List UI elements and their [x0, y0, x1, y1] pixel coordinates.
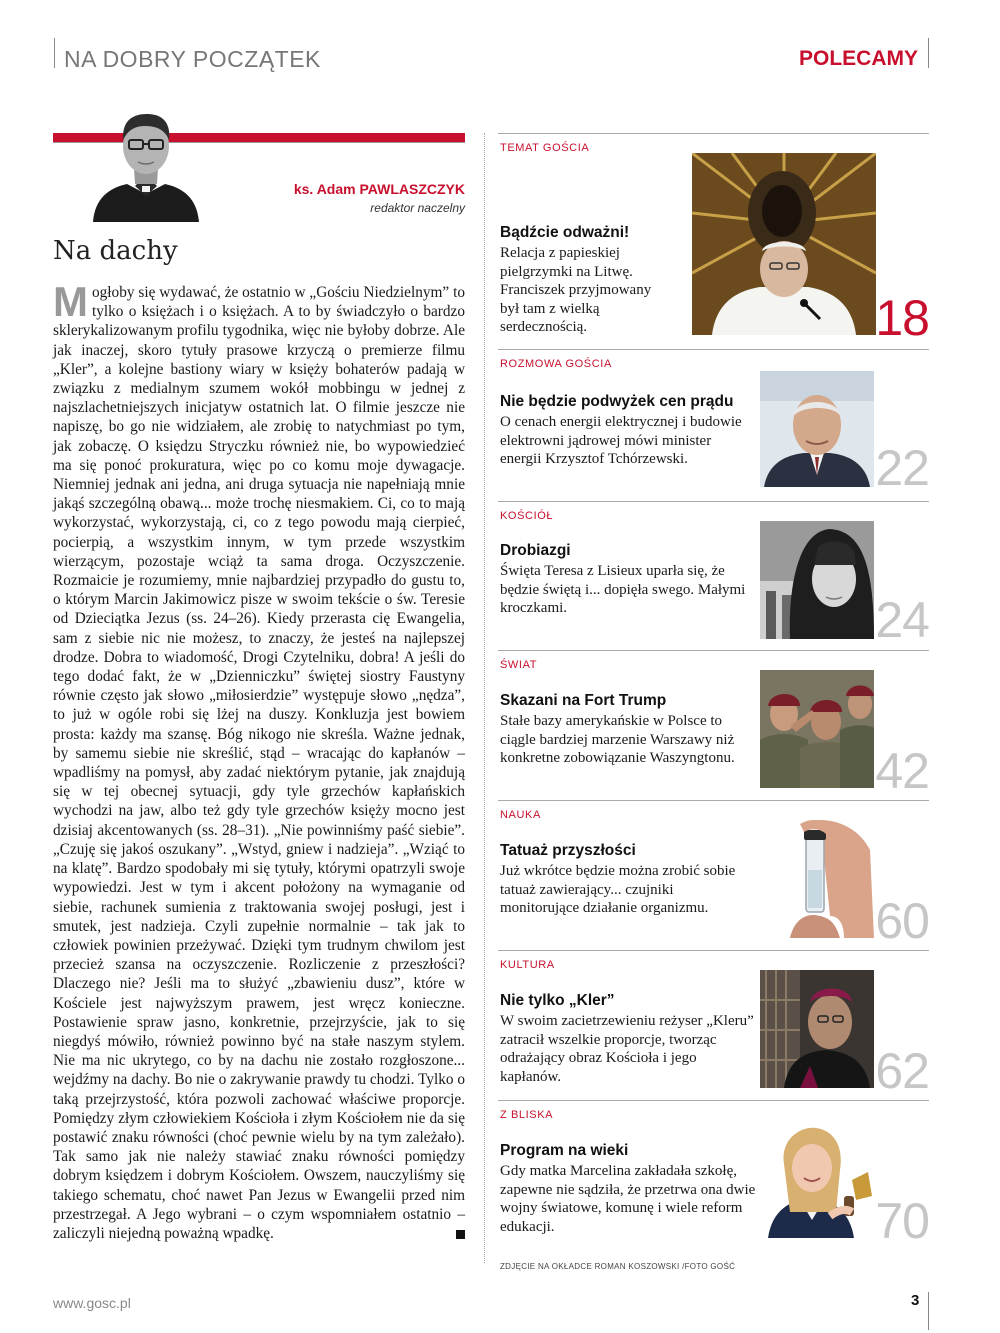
- section-temat-goscia[interactable]: [498, 133, 929, 345]
- section-page-number: 70: [875, 1193, 929, 1249]
- bishop-film-still-photo: [760, 970, 874, 1088]
- section-title[interactable]: Nie tylko „Kler”: [500, 992, 615, 1009]
- end-mark-icon: [456, 1230, 465, 1239]
- header-rule-left: [54, 38, 55, 68]
- section-label: TEMAT GOŚCIA: [500, 142, 590, 154]
- pope-icon-photo: [692, 153, 876, 335]
- saint-teresa-photo: [760, 521, 874, 639]
- section-z-bliska[interactable]: [498, 1100, 929, 1248]
- drop-cap: M: [53, 278, 88, 325]
- section-description: Już wkrótce będzie można zrobić sobie tatuaż zawierający... czujniki monitorujące działanie organizmu.: [500, 863, 736, 917]
- section-title[interactable]: Tatuaż przyszłości: [500, 842, 636, 859]
- section-label: Z BLISKA: [500, 1109, 554, 1121]
- section-title[interactable]: Skazani na Fort Trump: [500, 692, 667, 709]
- footer-page-number: 3: [911, 1292, 920, 1309]
- editorial-title: Na dachy: [53, 236, 178, 266]
- section-title[interactable]: Drobiazgi: [500, 542, 571, 559]
- section-page-number: 18: [875, 290, 929, 346]
- section-title[interactable]: Program na wieki: [500, 1142, 629, 1159]
- section-page-number: 24: [875, 592, 929, 648]
- section-description: O cenach energii elektrycznej i budowie elektrowni jądrowej mówi minister energii Krzysztof Tchórzewski.: [500, 414, 742, 468]
- editorial-author: ks. Adam PAWLASZCZYK: [293, 181, 465, 197]
- section-label: ŚWIAT: [500, 659, 538, 671]
- section-rule: [498, 349, 929, 350]
- section-page-number: 60: [875, 893, 929, 949]
- section-header-right: POLECAMY: [798, 47, 918, 70]
- footer-url[interactable]: www.gosc.pl: [53, 1295, 131, 1311]
- section-nauka[interactable]: [498, 800, 929, 948]
- vial-hand-photo: [760, 820, 874, 938]
- section-description: Relacja z papieskiej pielgrzymki na Litwę. Franciszek przyjmowany był tam z wielką serdecznością.: [500, 245, 652, 336]
- section-kultura[interactable]: [498, 950, 929, 1098]
- cover-photo-credit: ZDJĘCIE NA OKŁADCE ROMAN KOSZOWSKI /FOTO GOŚĆ: [500, 1262, 736, 1271]
- editorial-text: ogłoby się wydawać, że ostatnio w „Gościu Niedzielnym” to tylko o księżach i o księżach. A to by świadczyło o bardzo sklerykalizowanym profilu tygodnika, więc nie byłoby dobrze. Ale jak inaczej, skoro tytuły prasowe krzyczą o premierze filmu „Kler”, a kolejne bastiony wiary w księży bohaterów padają w związku z medialnym szumem wokół mobbingu w jednej z najszlachetniejszych inicjatyw ostatnich lat. O filmie jeszcze nie napiszę, bo go nie widziałem, ale zrobię to natychmiast po tym, jak zobaczę. O księdzu Stryczku również nie, bo wypowiedzieć ma się ponoć prokuratura, więc po co komu moje dywagacje. Niemniej jednak ani jedna, ani druga sytuacja nie napełniają mnie jakąś szczególną obawą... może trochę niesmakiem. Ci, co to mają wykorzystać, wykorzystają, ci, co z tego powodu mają cierpieć, pocierpią, a wszystkim innym, w tym przede wszystkim wierzącym, pozostaje wciąż ta sama droga. Oczyszczenie. Rozmaicie je rozumiemy, mnie najbardziej przypadło do gustu to, o którym Marcin Jakimowicz pisze w swoim tekście o św. Teresie od Dzieciątka Jezus (ss. 24–26). Kiedy przerasta cię Ewangelia, sam z siebie nic nie możesz, to znaczy, że jesteś na najlepszej drodze. Dobra to wiadomość, Drogi Czytelniku, dobra! A jeśli do tego dodać fakt, że w „Dzienniczku” świętej siostry Faustyny równie często jak słowo „miłosierdzie” występuje słowo „nędza”, to już w ogóle robi się lżej na duszy. Konkluzja jest bowiem prosta: każdy ma szansę. Bóg nikogo nie skreśla. Ważne jednak, by samemu siebie nie skreślić, stąd – wracając do kapłanów – wpadliśmy na pomysł, aby zadać niektórym pytanie, jak znajdują się w tej obecnej sytuacji, gdy tyle grzechów kapłańskich wychodzi na jaw, albo też gdy tyle grzechów księży mocno jest dzisiaj akcentowanych (ss. 28–31). „Nie powinniśmy paść siebie”. „Czuję się jakoś oszukany”. „Wstyd, gniew i nadzieja”. „Wziąć to na klatę”. Bardzo spodobały mi się tytuły, którymi opatrzyli swoje wypowiedzi. Jest w tym i akcent położony na wymaganie od siebie, rachunek sumienia z traktowania swojej posługi, jest i smutek, jest nadzieja. Czyli zupełnie normalnie – tak jak to człowiek powinien przeżywać. Dzięki tym trudnym chwilom jest przecież szansa na oczyszczenie. Rozliczenie z przeszłości? Dlaczego nie? Jeśli ma to służyć „zbawieniu dusz”, które w Kościele jest najwyższym prawem, jest wręcz konieczne. Postawienie spraw jasno, konkretnie, przejrzyście, jak to się niegdyś mówiło, również powinno być na stałe naszym stylem. Nie ma nic ukrytego, co by na dachu nie zostało rozgłoszone... wejdźmy na dachy. Bo nie o zakrywanie prawdy tu chodzi. Tylko o taką przejrzystość, która pozwoli zachować właściwe proporcje. Pomiędzy złym człowiekiem Kościoła i złym Kościołem nie da się postawić znaku równości (choć pewnie wielu by na tym zależało). Tak samo jak nie należy stawiać znaku równości pomiędzy dobrym księdzem i dobrym Kościołem. Owszem, nauczyliśmy się takiego schematu, choć nawet Pan Jezus w Ewangelii przed nim przestrzegał. A Jego wybrani – o czym wspomniałem ostatnio – zaliczyli niejedną poważną wpadkę.: [53, 284, 465, 1242]
- author-photo: [87, 102, 205, 222]
- section-page-number: 42: [875, 743, 929, 799]
- section-label: ROZMOWA GOŚCIA: [500, 358, 612, 370]
- editorial-body: [53, 278, 465, 1243]
- section-rule: [498, 1100, 929, 1101]
- section-header-left: NA DOBRY POCZĄTEK: [64, 46, 321, 72]
- section-description: Święta Teresa z Lisieux uparła się, że będzie świętą i... dopięła swego. Małymi kroczkami.: [500, 563, 746, 617]
- section-page-number: 22: [875, 440, 929, 496]
- section-description: Stałe bazy amerykańskie w Polsce to ciągle bardziej marzenie Warszawy niż konkretne zobowiązanie Waszyngtonu.: [500, 713, 735, 767]
- section-rule: [498, 650, 929, 651]
- section-kosciol[interactable]: [498, 501, 929, 647]
- soldiers-photo: [760, 670, 874, 788]
- minister-photo: [760, 371, 874, 487]
- section-description: W swoim zacietrzewieniu reżyser „Kleru” zatracił wszelkie proporcje, tworząc odrażający obraz Kościoła i jego kapłanów.: [500, 1013, 754, 1085]
- section-rozmowa-goscia[interactable]: [498, 349, 929, 499]
- column-divider: [484, 133, 485, 1263]
- footer-rule: [928, 1292, 929, 1330]
- schoolgirl-bell-photo: [760, 1120, 874, 1238]
- section-description: Gdy matka Marcelina zakładała szkołę, zapewne nie sądziła, że przetrwa ona dwie wojny światowe, komunę i wiele reform edukacji.: [500, 1163, 756, 1235]
- section-label: NAUKA: [500, 809, 541, 821]
- section-rule: [498, 950, 929, 951]
- section-swiat[interactable]: [498, 650, 929, 798]
- section-rule: [498, 800, 929, 801]
- section-rule: [498, 501, 929, 502]
- editorial-author-role: redaktor naczelny: [370, 201, 465, 215]
- header-rule-right: [928, 38, 929, 68]
- section-title[interactable]: Bądźcie odważni!: [500, 224, 630, 241]
- section-label: KOŚCIÓŁ: [500, 510, 554, 522]
- section-title[interactable]: Nie będzie podwyżek cen prądu: [500, 393, 734, 410]
- section-label: KULTURA: [500, 959, 555, 971]
- section-rule: [498, 133, 929, 134]
- section-page-number: 62: [875, 1043, 929, 1099]
